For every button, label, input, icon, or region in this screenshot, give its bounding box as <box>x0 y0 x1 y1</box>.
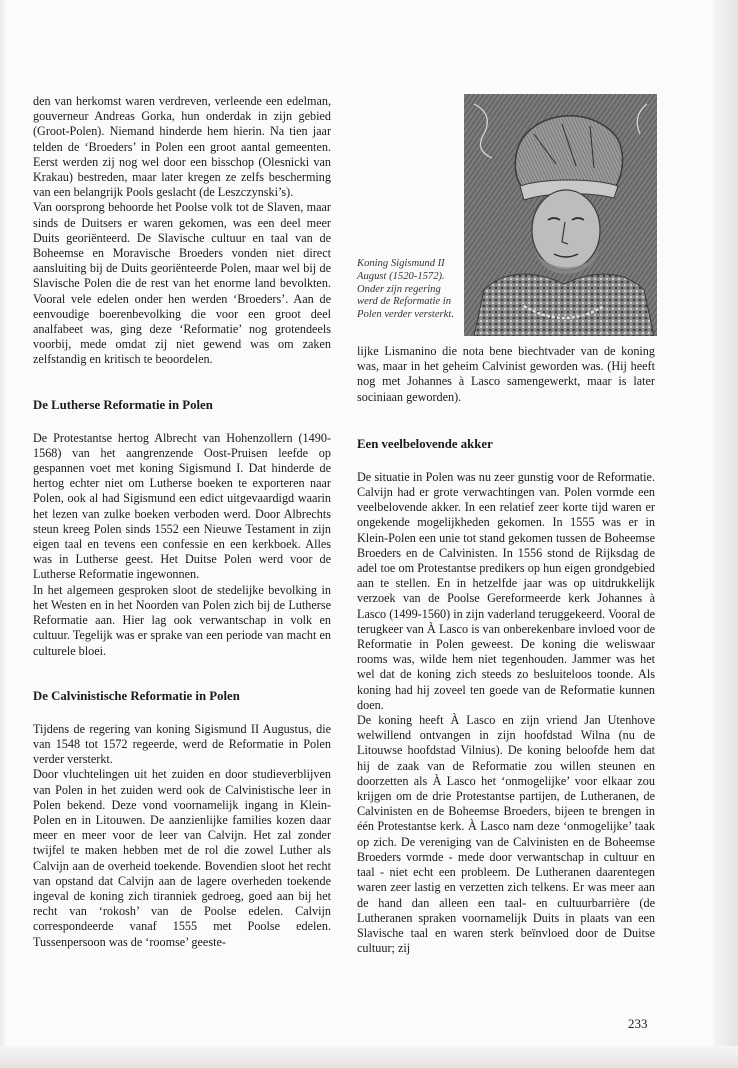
left-column <box>33 94 331 950</box>
section-heading-calvinistische: De Calvinistische Reformatie in Polen <box>33 688 240 703</box>
paragraph: Van oorsprong behoorde het Poolse volk tot de Slaven, maar sinds de Duitsers er waren gekomen, was een deel meer Duits georiënteerd. De Slavische cultuur en taal van de Boheemse en Moravische Broeders vonden niet direct aansluiting bij de Duits georiënteerde Polen, maar wel bij de Slavische Polen die de rest van het enorme land bevolkten. Vooral vele edelen onder hen werden ‘Broeders’. Aan de eenvoudige boerenbevolking die voor een groot deel analfabeet was, ging deze ‘Reformatie’ nog grotendeels voorbij, mede omdat zij niet gewend was om zaken zelfstandig en kritisch te beoordelen. <box>33 200 331 367</box>
paragraph: Door vluchtelingen uit het zuiden en door studieverblijven van Polen in het zuiden werd ook de Calvinistische leer in Polen bekend. Deze vond voornamelijk ingang in Klein-Polen en in Litouwen. De aanzienlijke families kozen daar meer en meer voor de leer van Calvijn. Het zal zonder twijfel te maken hebben met de rol die zowel Luther als Calvijn aan de overheid toekende. Bovendien sloot het recht van opstand dat Calvijn aan de lagere overheden toekende ingeval de koning zich tiranniek gedroeg, goed aan bij het recht van ‘rokosh’ van de Poolse edelen. Calvijn correspondeerde vanaf 1555 met Poolse edelen. Tussenpersoon was de ‘roomse’ geeste- <box>33 767 331 949</box>
portrait-engraving-sigismund <box>464 94 657 336</box>
paragraph: In het algemeen gesproken sloot de stedelijke bevolking in het Westen en in het Noorden van Polen zich bij de Lutherse Reformatie aan. Hier lag ook verwantschap in volk en cultuur. Tegelijk was er sprake van een periode van macht en culturele bloei. <box>33 582 331 658</box>
right-column <box>357 344 655 956</box>
scan-edge-left <box>0 0 6 1068</box>
paragraph: den van herkomst waren verdreven, verleende een edelman, gouverneur Andreas Gorka, hun onderdak in zijn gebied (Groot-Polen). Niemand hinderde hem hierin. Na tien jaar telden de ‘Broeders’ in Polen een groot aantal gemeenten. Eerst werden zij nog wel door een bisschop (Olesnicki van Krakau) bestreden, maar later kregen ze zelfs bescherming van een belangrijk Pools geslacht (de Leszczynski’s). <box>33 94 331 200</box>
paragraph: De koning heeft À Lasco en zijn vriend Jan Utenhove welwillend ontvangen in zijn hoofdstad Wilna (nu de Litouwse hoofdstad Vilnius). De koning beloofde hem dat hij de zaak van de Reformatie zou willen steunen en doorzetten als À Lasco het ‘onmogelijke’ voor elkaar zou krijgen om de drie Protestantse partijen, de Lutheranen, de Calvinisten en de Boheemse Broeders, bijeen te brengen in één Protestantse kerk. À Lasco nam deze ‘onmogelijke’ taak op zich. De vereniging van de Calvinisten en de Boheemse Broeders vormde - mede door verwantschap in cultuur en taal - niet echt een probleem. De Lutheranen daarentegen waren zeer lastig en verzetten zich telkens. Er was meer aan de hand dan alleen een taal- en cultuurbarrière (de Lutheranen spraken voornamelijk Duits in plaats van een Slavische taal en waren sterk beïnvloed door de Duitse cultuur; zij <box>357 713 655 956</box>
paragraph: lijke Lismanino die nota bene biechtvader van de koning was, maar in het geheim Calvinist geworden was. (Hij heeft nog met Johannes à Lasco samengewerkt, maar is later sociniaan geworden). <box>357 344 655 404</box>
section-heading-akker: Een veelbelovende akker <box>357 436 493 451</box>
paragraph: Tijdens de regering van koning Sigismund II Augustus, die van 1548 tot 1572 regeerde, werd de Reformatie in Polen verder versterkt. <box>33 721 331 767</box>
paragraph: De situatie in Polen was nu zeer gunstig voor de Reformatie. Calvijn had er grote verwachtingen van. Polen vormde een veelbelovende akker. In een relatief zeer korte tijd waren er ongekende mogelijkheden gekomen. In 1555 was er in Klein-Polen een unie tot stand gekomen tussen de Boheemse Broeders en de Calvinisten. In 1556 stond de Rijksdag de adel toe om Protestantse predikers op hun eigen grondgebied aan te stellen. En in hetzelfde jaar was op uitdrukkelijk verzoek van de Poolse Gereformeerde kerk Johannes à Lasco (1499-1560) in zijn vaderland teruggekeerd. Vooral de terugkeer van À Lasco is van onberekenbare invloed voor de Reformatie in Polen geweest. De koning die weliswaar rooms was, wilde hem niet tegenhouden. Jammer was het wel dat de koning zich steeds zo besluiteloos toonde. Als koning had hij zoveel ten goede van de Reformatie kunnen doen. <box>357 469 655 712</box>
paragraph: De Protestantse hertog Albrecht van Hohenzollern (1490-1568) van het aangrenzende Oost-Pruisen leefde op gespannen voet met koning Sigismund I. Dat hinderde de hertog echter niet om Lutherse boeken te exporteren naar Polen, ook al had Sigismund een edict uitgevaardigd waarin het lezen van zulke boeken verboden werd. Door Albrechts steun kreeg Polen sinds 1552 een Nieuwe Testament in zijn eigen taal en tevens een confessie en een kerkboek. Alles was in Lutherse geest. Het Duitse Polen werd voor de Lutherse Reformatie ingewonnen. <box>33 430 331 582</box>
scan-edge-right <box>714 0 738 1068</box>
page-number: 233 <box>628 1016 648 1031</box>
section-heading-lutherse: De Lutherse Reformatie in Polen <box>33 397 213 412</box>
scan-edge-bottom <box>0 1046 738 1068</box>
figure-caption: Koning Sigismund II August (1520-1572). Onder zijn regering werd de Reformatie in Polen verder versterkt. <box>357 258 454 321</box>
